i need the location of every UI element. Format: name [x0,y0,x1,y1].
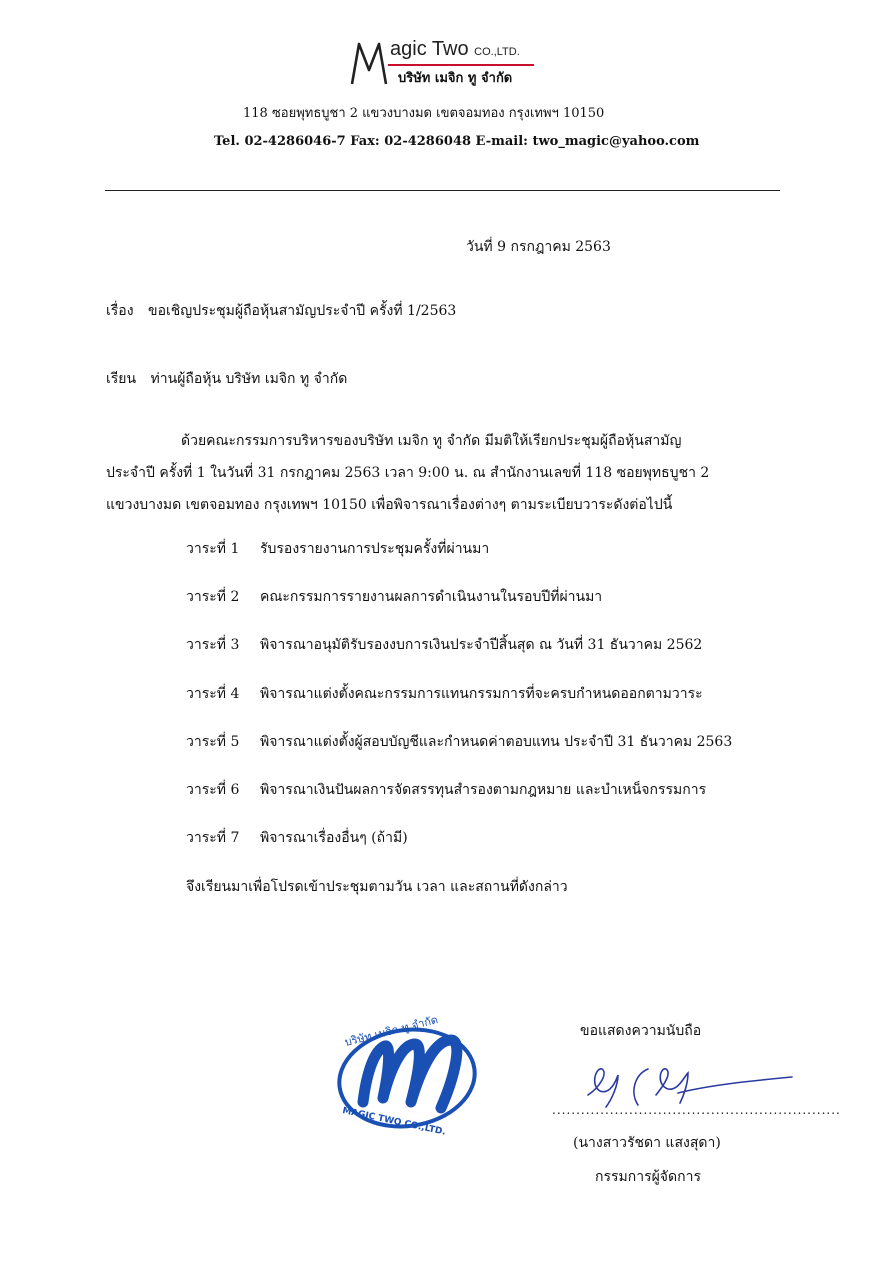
body-line: ด้วยคณะกรรมการบริหารของบริษัท เมจิก ทู จำกัด มีมติให้เรียกประชุมผู้ถือหุ้นสามัญ [181,433,682,449]
company-suffix-en: CO.,LTD. [474,46,520,58]
signature-line: ............................................................ [552,1103,841,1117]
agenda-text: พิจารณาเรื่องอื่นๆ (ถ้ามี) [260,830,408,846]
agenda-number: วาระที่ 3 [186,637,240,653]
recipient-text: ท่านผู้ถือหุ้น บริษัท เมจิก ทู จำกัด [150,371,348,387]
subject-label: เรื่อง [106,303,134,319]
company-stamp [325,1010,485,1140]
agenda-item [186,683,703,705]
signatory-name: (นางสาวรัชดา แสงสุดา) [573,1135,721,1151]
agenda-text: พิจารณาเงินปันผลการจัดสรรทุนสำรองตามกฎหมาย และบำเหน็จกรรมการ [260,782,707,798]
agenda-text: รับรองรายงานการประชุมครั้งที่ผ่านมา [260,541,490,557]
agenda-item [186,538,489,560]
agenda-text: คณะกรรมการรายงานผลการดำเนินงานในรอบปีที่ผ่านมา [260,589,603,605]
company-logo-m [349,40,389,86]
body-line: แขวงบางมด เขตจอมทอง กรุงเทพฯ 10150 เพื่อพิจารณาเรื่องต่างๆ ตามระเบียบวาระดังต่อไปนี้ [106,497,673,513]
letter-date: วันที่ 9 กรกฎาคม 2563 [466,239,611,255]
letterhead-red-rule [388,64,534,66]
signature-regards: ขอแสดงความนับถือ [580,1023,702,1039]
agenda-item [186,731,732,753]
agenda-number: วาระที่ 7 [186,830,240,846]
agenda-text: พิจารณาแต่งตั้งคณะกรรมการแทนกรรมการที่จะครบกำหนดออกตามวาระ [260,686,703,702]
agenda-number: วาระที่ 2 [186,589,240,605]
body-line: ประจำปี ครั้งที่ 1 ในวันที่ 31 กรกฎาคม 2563 เวลา 9:00 น. ณ สำนักงานเลขที่ 118 ซอยพุทธบูชา 2 [106,465,710,481]
signatory-position: กรรมการผู้จัดการ [595,1169,701,1185]
agenda-number: วาระที่ 6 [186,782,240,798]
company-contact: Tel. 02-4286046-7 Fax: 02-4286048 E-mail: two_magic@yahoo.com [214,134,700,149]
agenda-item [186,779,706,801]
recipient-row [106,368,347,390]
svg-text:บริษัท เมจิก ทู จำกัด: บริษัท เมจิก ทู จำกัด [343,1013,440,1049]
agenda-item [186,634,702,656]
agenda-item [186,586,602,608]
company-name-th: บริษัท เมจิก ทู จำกัด [398,71,513,86]
svg-text:MAGIC TWO CO.,LTD.: MAGIC TWO CO.,LTD. [341,1106,447,1138]
agenda-text: พิจารณาแต่งตั้งผู้สอบบัญชีและกำหนดค่าตอบแทน ประจำปี 31 ธันวาคม 2563 [260,734,733,750]
closing-text: จึงเรียนมาเพื่อโปรดเข้าประชุมตามวัน เวลา และสถานที่ดังกล่าว [186,879,568,895]
agenda-number: วาระที่ 1 [186,541,240,557]
company-address: 118 ซอยพุทธบูชา 2 แขวงบางมด เขตจอมทอง กรุงเทพฯ 10150 [243,106,605,121]
company-name-en-text: agic Two [390,38,469,60]
agenda-number: วาระที่ 4 [186,686,240,702]
header-divider [105,190,780,191]
recipient-label: เรียน [106,371,137,387]
agenda-text: พิจารณาอนุมัติรับรองงบการเงินประจำปีสิ้นสุด ณ วันที่ 31 ธันวาคม 2562 [260,637,703,653]
agenda-number: วาระที่ 5 [186,734,240,750]
subject-row [106,300,456,322]
subject-text: ขอเชิญประชุมผู้ถือหุ้นสามัญประจำปี ครั้งที่ 1/2563 [148,303,457,319]
company-name-en [390,38,520,61]
agenda-item [186,827,408,849]
